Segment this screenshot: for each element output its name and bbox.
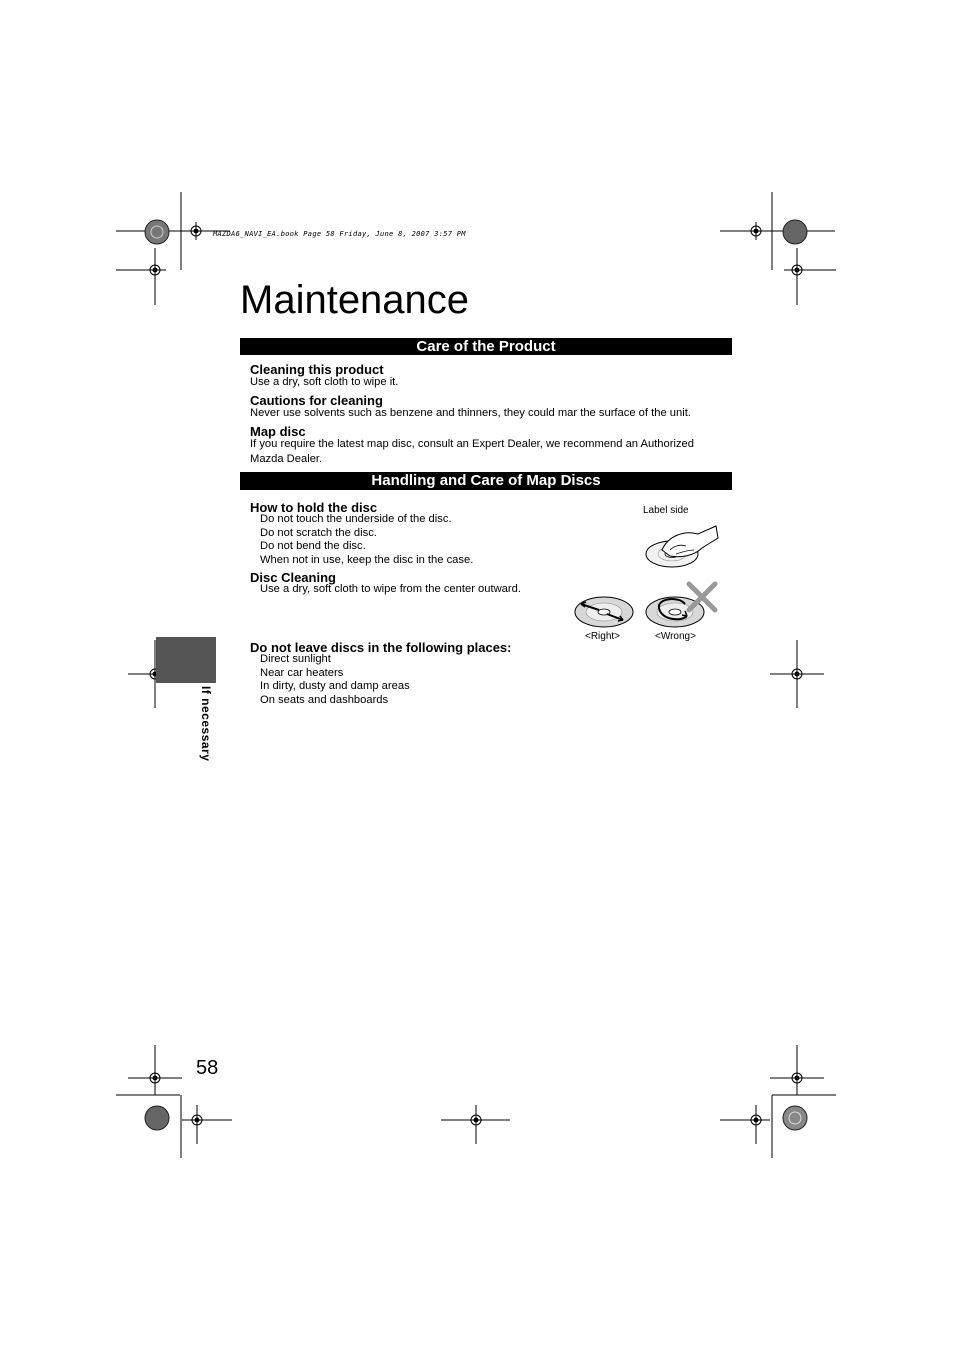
right-caption: <Right> xyxy=(585,631,621,642)
side-tab-marker xyxy=(156,637,216,683)
list-how-to-hold xyxy=(260,513,473,567)
print-info-slug: MAZDA6_NAVI_EA.book Page 58 Friday, June 8, 2007 3:57 PM xyxy=(213,230,466,238)
label-side-caption: Label side xyxy=(643,505,689,516)
list-item: Do not bend the disc. xyxy=(260,540,366,552)
heading-how-to-hold: How to hold the disc xyxy=(250,500,378,515)
list-item: In dirty, dusty and damp areas xyxy=(260,680,410,692)
text-cleaning-product: Use a dry, soft cloth to wipe it. xyxy=(250,376,399,388)
list-item: On seats and dashboards xyxy=(260,693,389,706)
heading-map-disc: Map disc xyxy=(250,424,306,439)
page-title: Maintenance xyxy=(240,278,470,322)
heading-places: Do not leave discs in the following places: xyxy=(250,640,512,655)
text-cautions-cleaning: Never use solvents such as benzene and thinners, they could mar the surface of the unit. xyxy=(250,407,691,419)
list-item: Use a dry, soft cloth to wipe from the center outward. xyxy=(260,583,521,595)
list-item: Near car heaters xyxy=(260,666,344,679)
list-item: Direct sunlight xyxy=(260,653,331,665)
text-map-disc-line2: Mazda Dealer. xyxy=(250,453,323,465)
list-places xyxy=(260,653,410,707)
section-header-care-of-product: Care of the Product xyxy=(240,338,732,355)
heading-cautions-cleaning: Cautions for cleaning xyxy=(250,393,383,408)
list-disc-cleaning xyxy=(260,583,521,597)
text-map-disc-line1: If you require the latest map disc, consult an Expert Dealer, we recommend an Authorized xyxy=(250,438,695,450)
disc-right-wiping-illustration xyxy=(573,594,637,630)
hand-holding-disc-illustration xyxy=(640,516,724,572)
disc-wrong-wiping-illustration xyxy=(645,578,721,630)
section-header-handling-map-discs: Handling and Care of Map Discs xyxy=(240,472,732,490)
list-item: Do not touch the underside of the disc. xyxy=(260,513,452,525)
list-item: Do not scratch the disc. xyxy=(260,526,377,539)
wrong-caption: <Wrong> xyxy=(655,631,696,642)
side-tab-label: If necessary xyxy=(199,686,213,762)
page-number: 58 xyxy=(196,1057,219,1079)
heading-disc-cleaning: Disc Cleaning xyxy=(250,570,336,585)
list-item: When not in use, keep the disc in the case. xyxy=(260,553,474,566)
heading-cleaning-product: Cleaning this product xyxy=(250,362,384,377)
